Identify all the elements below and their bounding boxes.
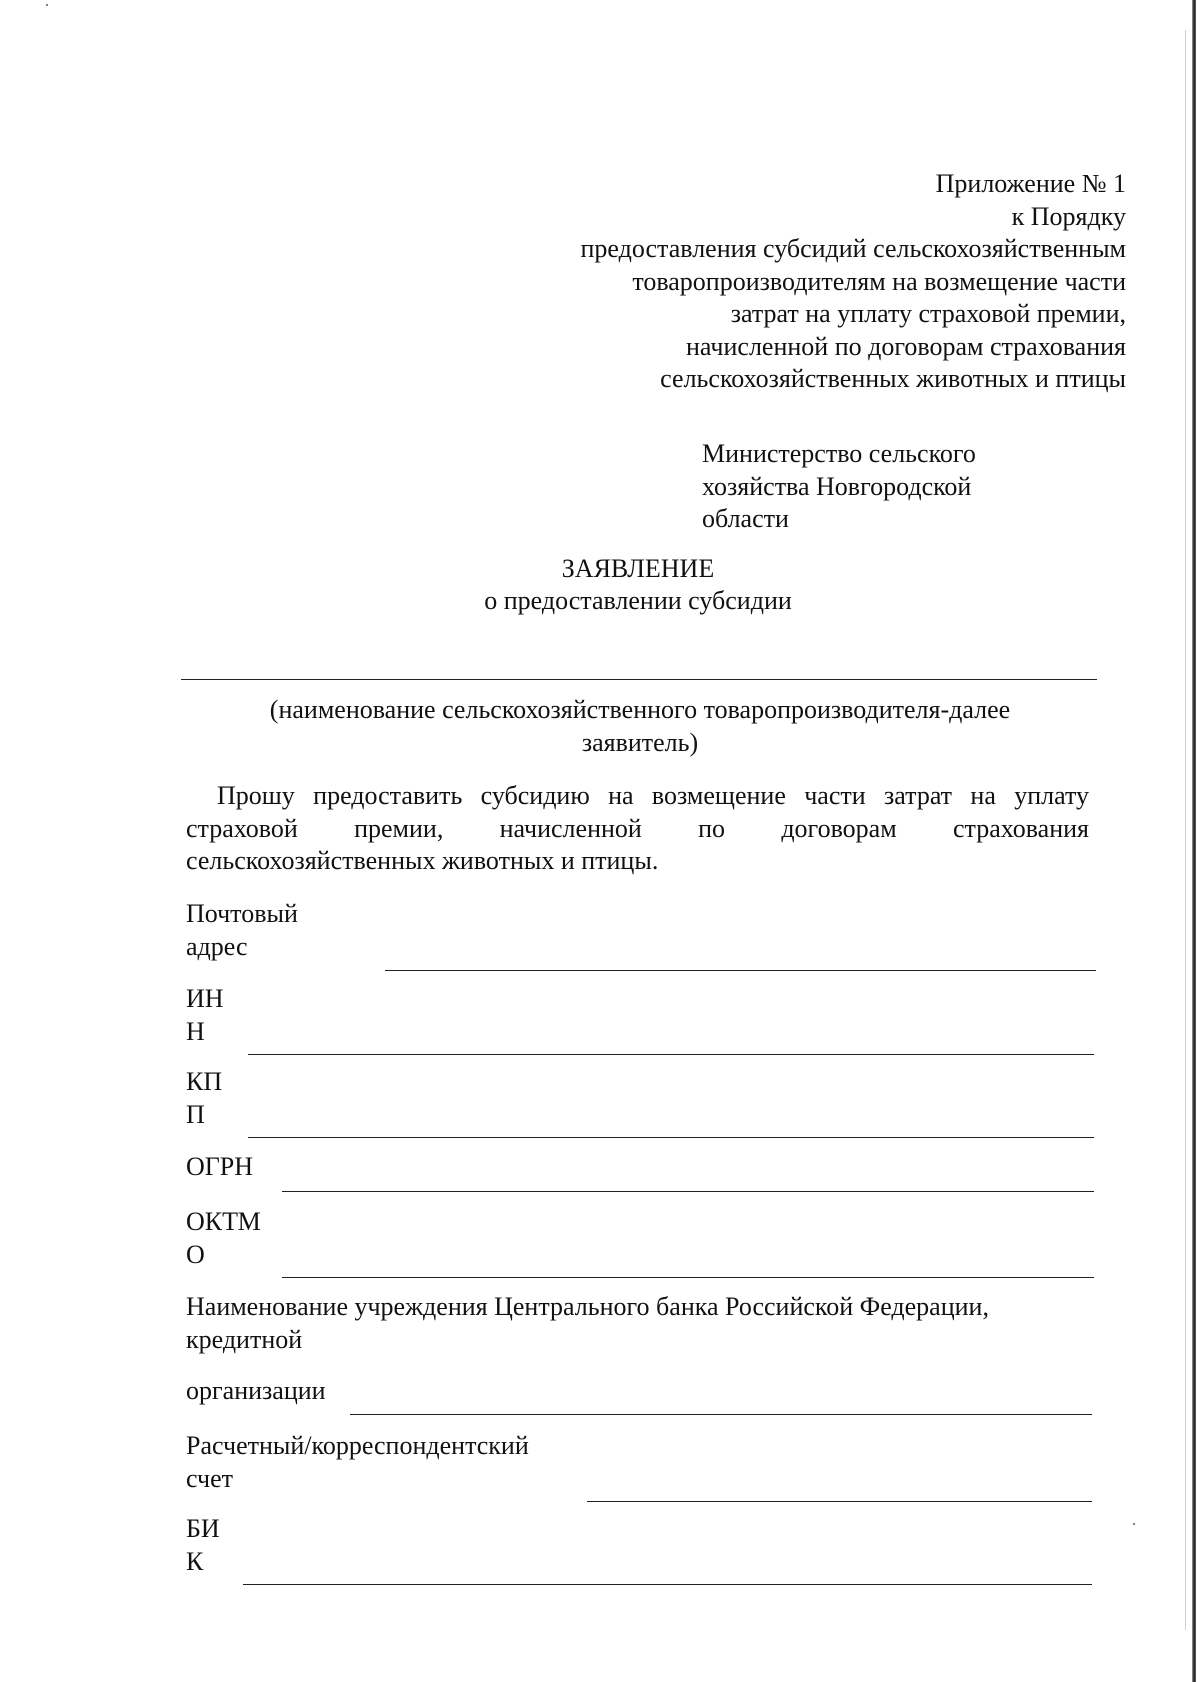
- inn-field[interactable]: [248, 1054, 1094, 1055]
- inn-label: [186, 982, 224, 1048]
- ogrn-label: [186, 1150, 253, 1183]
- label-line: КП: [186, 1067, 223, 1096]
- account-label: [186, 1429, 529, 1495]
- label-line: ОКТМ: [186, 1207, 261, 1236]
- label-line: счет: [186, 1464, 233, 1493]
- label-line: О: [186, 1240, 205, 1269]
- appendix-line: предоставления субсидий сельскохозяйственным: [580, 234, 1126, 263]
- label-line: Н: [186, 1017, 205, 1046]
- label-line: Почтовый: [186, 899, 298, 928]
- scan-speck: [46, 4, 48, 6]
- label-line: Расчетный/корреспондентский: [186, 1431, 529, 1460]
- label-line: адрес: [186, 932, 248, 961]
- bik-field[interactable]: [243, 1584, 1092, 1585]
- label-line: организации: [186, 1376, 326, 1405]
- label-line: кредитной: [186, 1325, 303, 1354]
- appendix-line: начисленной по договорам страхования: [686, 331, 1126, 361]
- appendix-line: товаропроизводителям на возмещение части: [632, 266, 1126, 296]
- postal-address-label: [186, 897, 298, 963]
- caption-line: заявитель): [581, 727, 699, 757]
- bank-name-field[interactable]: [350, 1414, 1092, 1415]
- oktmo-label: [186, 1205, 261, 1271]
- kpp-field[interactable]: [248, 1137, 1094, 1138]
- scan-speck: [1133, 1523, 1135, 1525]
- applicant-name-line[interactable]: [181, 679, 1097, 680]
- addressee-line: области: [702, 504, 789, 533]
- postal-address-field[interactable]: [385, 970, 1096, 971]
- request-line: сельскохозяйственных животных и птицы.: [186, 846, 659, 875]
- appendix-reference: [581, 168, 1126, 396]
- bank-name-label-tail: [186, 1374, 326, 1407]
- appendix-line: Приложение № 1: [935, 169, 1126, 198]
- title-heading: ЗАЯВЛЕНИЕ: [561, 554, 715, 583]
- oktmo-field[interactable]: [282, 1277, 1094, 1278]
- label-line: П: [186, 1100, 205, 1129]
- ogrn-field[interactable]: [282, 1191, 1094, 1192]
- label-line: ИН: [186, 984, 224, 1013]
- addressee-line: хозяйства Новгородской: [702, 471, 972, 501]
- appendix-line: к Порядку: [1011, 201, 1126, 231]
- scan-edge-shadow: [1185, 30, 1186, 1630]
- caption-line: (наименование сельскохозяйственного товаропроизводителя-далее: [269, 695, 1011, 724]
- appendix-line: сельскохозяйственных животных и птицы: [660, 364, 1126, 393]
- request-line: Прошу предоставить субсидию на возмещение части затрат на уплату: [217, 781, 1089, 810]
- bank-name-label: [186, 1290, 989, 1356]
- appendix-line: затрат на уплату страховой премии,: [730, 299, 1126, 328]
- title-subheading: о предоставлении субсидии: [484, 586, 792, 615]
- applicant-caption: [186, 694, 1094, 759]
- account-field[interactable]: [587, 1501, 1092, 1502]
- label-line: К: [186, 1547, 204, 1576]
- addressee-line: Министерство сельского: [702, 439, 976, 468]
- request-line: страховой премии, начисленной по договорам страхования: [186, 813, 1089, 843]
- kpp-label: [186, 1065, 222, 1131]
- scan-edge: [1192, 0, 1196, 1682]
- bik-label: [186, 1512, 220, 1578]
- addressee-block: [702, 438, 976, 536]
- document-title: [0, 553, 1200, 617]
- label-line: БИ: [186, 1514, 220, 1543]
- request-paragraph: [186, 780, 1089, 878]
- label-line: ОГРН: [186, 1152, 254, 1181]
- label-line: Наименование учреждения Центрального банка Российской Федерации,: [186, 1292, 989, 1321]
